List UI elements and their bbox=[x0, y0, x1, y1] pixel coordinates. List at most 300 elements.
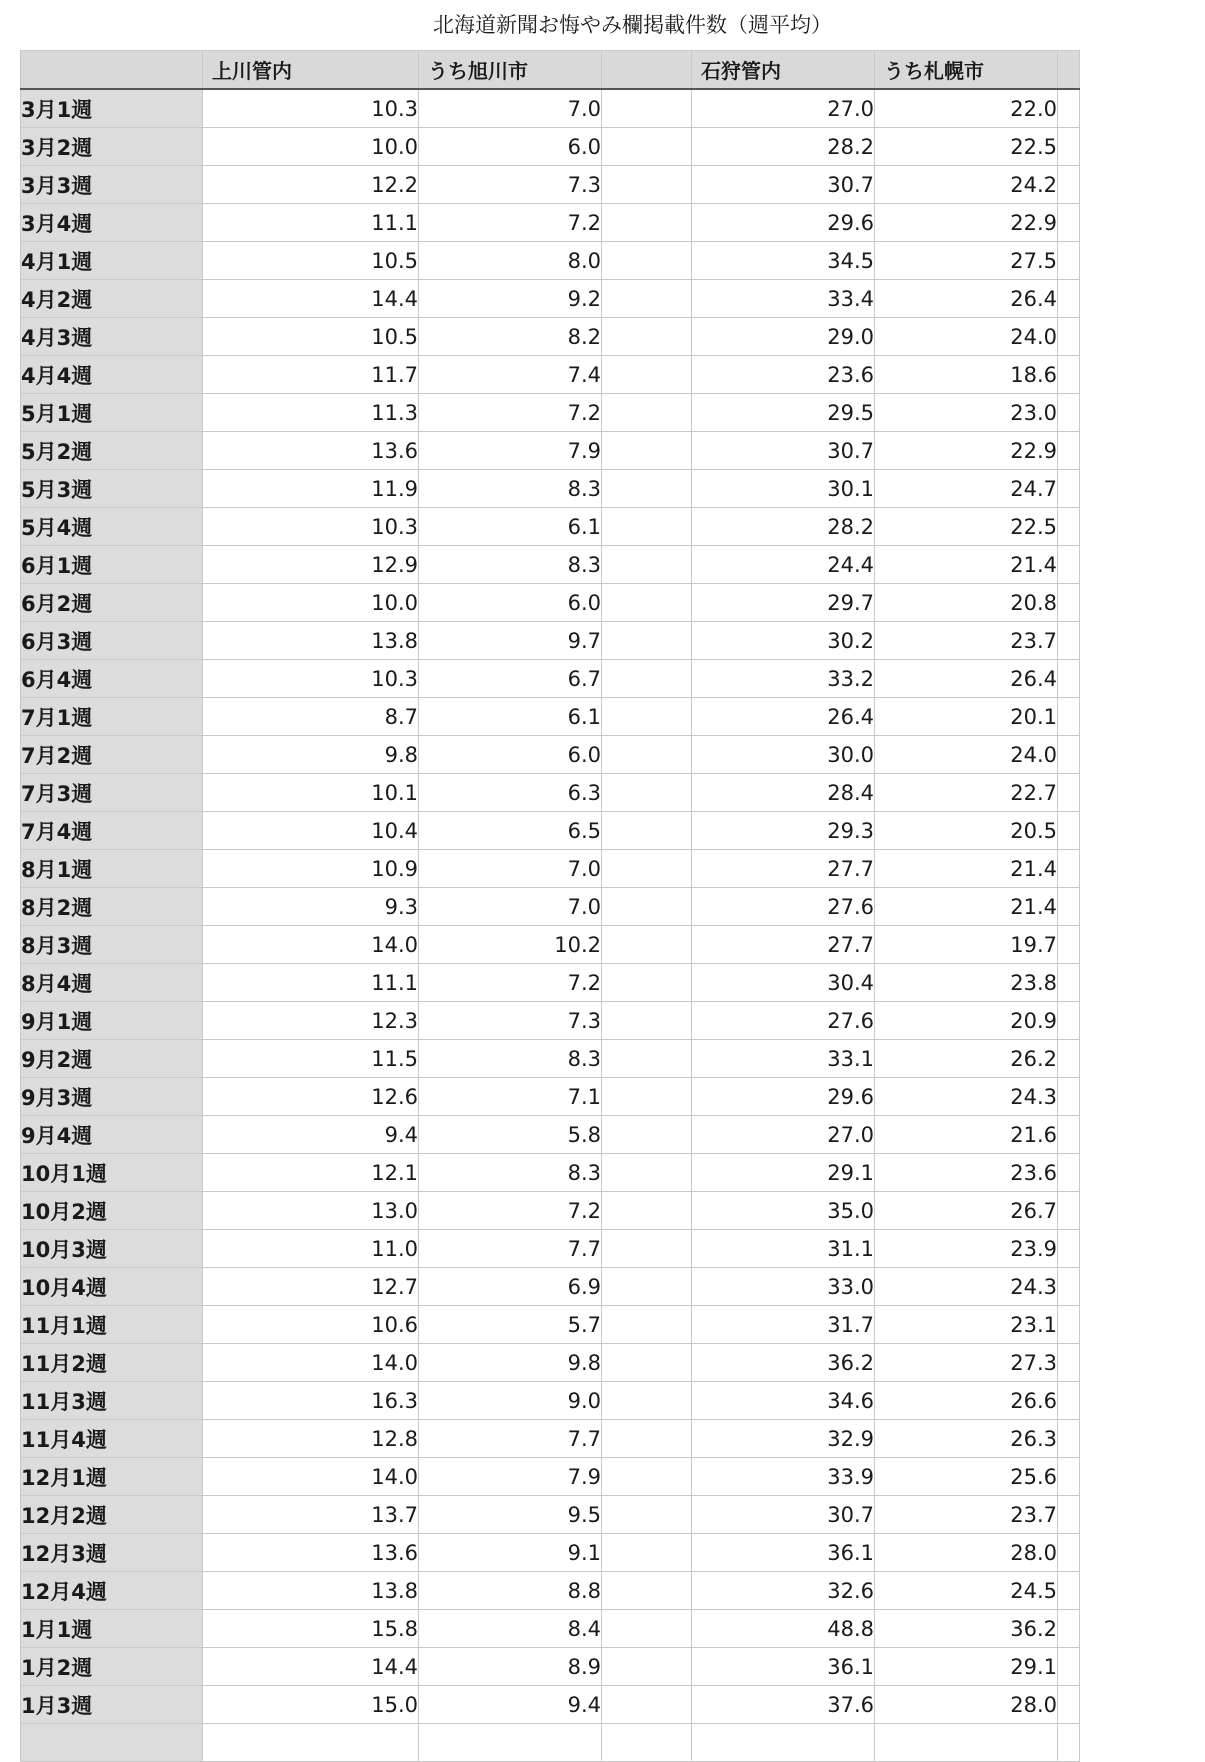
empty-cell[interactable] bbox=[602, 242, 692, 280]
kamikawa-cell[interactable]: 12.2 bbox=[203, 166, 419, 204]
row-label-cell[interactable]: 9月2週 bbox=[21, 1040, 203, 1078]
sapporo-cell[interactable]: 26.4 bbox=[875, 660, 1058, 698]
asahikawa-cell[interactable]: 8.3 bbox=[419, 470, 602, 508]
empty-cell[interactable] bbox=[602, 1610, 692, 1648]
sapporo-cell[interactable]: 26.3 bbox=[875, 1420, 1058, 1458]
sapporo-cell[interactable]: 20.8 bbox=[875, 584, 1058, 622]
sapporo-cell[interactable]: 22.7 bbox=[875, 774, 1058, 812]
row-label-cell[interactable]: 12月4週 bbox=[21, 1572, 203, 1610]
ishikari-cell[interactable]: 30.1 bbox=[692, 470, 875, 508]
kamikawa-cell[interactable]: 10.6 bbox=[203, 1306, 419, 1344]
empty-cell[interactable] bbox=[1058, 89, 1080, 128]
empty-cell[interactable] bbox=[203, 1724, 419, 1762]
row-label-cell[interactable]: 1月1週 bbox=[21, 1610, 203, 1648]
asahikawa-cell[interactable]: 7.0 bbox=[419, 89, 602, 128]
empty-cell[interactable] bbox=[1058, 204, 1080, 242]
kamikawa-cell[interactable]: 16.3 bbox=[203, 1382, 419, 1420]
ishikari-cell[interactable]: 27.0 bbox=[692, 89, 875, 128]
ishikari-cell[interactable]: 35.0 bbox=[692, 1192, 875, 1230]
asahikawa-cell[interactable]: 6.9 bbox=[419, 1268, 602, 1306]
ishikari-cell[interactable]: 27.6 bbox=[692, 888, 875, 926]
kamikawa-cell[interactable]: 10.1 bbox=[203, 774, 419, 812]
sapporo-cell[interactable]: 25.6 bbox=[875, 1458, 1058, 1496]
empty-cell[interactable] bbox=[602, 1724, 692, 1762]
asahikawa-cell[interactable]: 7.3 bbox=[419, 166, 602, 204]
asahikawa-cell[interactable]: 8.9 bbox=[419, 1648, 602, 1686]
row-label-cell[interactable]: 12月3週 bbox=[21, 1534, 203, 1572]
ishikari-cell[interactable]: 29.6 bbox=[692, 1078, 875, 1116]
empty-cell[interactable] bbox=[602, 1648, 692, 1686]
asahikawa-cell[interactable]: 8.8 bbox=[419, 1572, 602, 1610]
empty-cell[interactable] bbox=[602, 1382, 692, 1420]
empty-cell[interactable] bbox=[1058, 1230, 1080, 1268]
kamikawa-cell[interactable]: 11.0 bbox=[203, 1230, 419, 1268]
empty-cell[interactable] bbox=[1058, 584, 1080, 622]
asahikawa-cell[interactable]: 6.5 bbox=[419, 812, 602, 850]
row-label-cell[interactable]: 4月1週 bbox=[21, 242, 203, 280]
empty-cell[interactable] bbox=[1058, 242, 1080, 280]
sapporo-cell[interactable]: 20.9 bbox=[875, 1002, 1058, 1040]
empty-cell[interactable] bbox=[1058, 1306, 1080, 1344]
row-label-cell[interactable]: 12月2週 bbox=[21, 1496, 203, 1534]
asahikawa-cell[interactable]: 8.3 bbox=[419, 546, 602, 584]
kamikawa-cell[interactable]: 10.5 bbox=[203, 318, 419, 356]
kamikawa-cell[interactable]: 10.4 bbox=[203, 812, 419, 850]
empty-cell[interactable] bbox=[1058, 850, 1080, 888]
row-label-cell[interactable]: 9月4週 bbox=[21, 1116, 203, 1154]
kamikawa-cell[interactable]: 9.3 bbox=[203, 888, 419, 926]
row-label-cell[interactable]: 1月3週 bbox=[21, 1686, 203, 1724]
empty-cell[interactable] bbox=[602, 1192, 692, 1230]
kamikawa-cell[interactable]: 13.6 bbox=[203, 1534, 419, 1572]
ishikari-cell[interactable]: 26.4 bbox=[692, 698, 875, 736]
empty-cell[interactable] bbox=[419, 1724, 602, 1762]
kamikawa-cell[interactable]: 12.9 bbox=[203, 546, 419, 584]
empty-cell[interactable] bbox=[875, 1724, 1058, 1762]
kamikawa-cell[interactable]: 12.6 bbox=[203, 1078, 419, 1116]
empty-cell[interactable] bbox=[1058, 1154, 1080, 1192]
sapporo-cell[interactable]: 22.5 bbox=[875, 508, 1058, 546]
empty-cell[interactable] bbox=[602, 774, 692, 812]
kamikawa-cell[interactable]: 9.4 bbox=[203, 1116, 419, 1154]
asahikawa-cell[interactable]: 6.0 bbox=[419, 736, 602, 774]
ishikari-cell[interactable]: 24.4 bbox=[692, 546, 875, 584]
kamikawa-cell[interactable]: 12.7 bbox=[203, 1268, 419, 1306]
row-label-cell[interactable]: 4月2週 bbox=[21, 280, 203, 318]
empty-cell[interactable] bbox=[1058, 356, 1080, 394]
kamikawa-cell[interactable]: 10.0 bbox=[203, 584, 419, 622]
asahikawa-cell[interactable]: 7.7 bbox=[419, 1230, 602, 1268]
kamikawa-cell[interactable]: 11.3 bbox=[203, 394, 419, 432]
empty-cell[interactable] bbox=[1058, 318, 1080, 356]
sapporo-cell[interactable]: 22.9 bbox=[875, 204, 1058, 242]
ishikari-cell[interactable]: 34.5 bbox=[692, 242, 875, 280]
empty-cell[interactable] bbox=[602, 280, 692, 318]
empty-cell[interactable] bbox=[602, 1268, 692, 1306]
kamikawa-cell[interactable]: 10.3 bbox=[203, 660, 419, 698]
empty-cell[interactable] bbox=[1058, 888, 1080, 926]
ishikari-cell[interactable]: 31.7 bbox=[692, 1306, 875, 1344]
asahikawa-cell[interactable]: 9.4 bbox=[419, 1686, 602, 1724]
kamikawa-cell[interactable]: 10.0 bbox=[203, 128, 419, 166]
kamikawa-cell[interactable]: 12.3 bbox=[203, 1002, 419, 1040]
empty-cell[interactable] bbox=[602, 1496, 692, 1534]
empty-cell[interactable] bbox=[1058, 1648, 1080, 1686]
kamikawa-cell[interactable]: 12.1 bbox=[203, 1154, 419, 1192]
ishikari-cell[interactable]: 33.4 bbox=[692, 280, 875, 318]
kamikawa-cell[interactable]: 10.3 bbox=[203, 508, 419, 546]
empty-cell[interactable] bbox=[1058, 280, 1080, 318]
asahikawa-cell[interactable]: 7.2 bbox=[419, 394, 602, 432]
row-label-cell[interactable]: 11月1週 bbox=[21, 1306, 203, 1344]
column-header-extra[interactable] bbox=[1058, 51, 1080, 90]
kamikawa-cell[interactable]: 13.0 bbox=[203, 1192, 419, 1230]
asahikawa-cell[interactable]: 7.9 bbox=[419, 1458, 602, 1496]
sapporo-cell[interactable]: 26.4 bbox=[875, 280, 1058, 318]
ishikari-cell[interactable]: 34.6 bbox=[692, 1382, 875, 1420]
empty-cell[interactable] bbox=[602, 89, 692, 128]
asahikawa-cell[interactable]: 7.2 bbox=[419, 204, 602, 242]
ishikari-cell[interactable]: 27.6 bbox=[692, 1002, 875, 1040]
row-label-cell[interactable]: 5月4週 bbox=[21, 508, 203, 546]
kamikawa-cell[interactable]: 11.5 bbox=[203, 1040, 419, 1078]
ishikari-cell[interactable]: 29.5 bbox=[692, 394, 875, 432]
ishikari-cell[interactable]: 27.7 bbox=[692, 850, 875, 888]
empty-cell[interactable] bbox=[1058, 1116, 1080, 1154]
row-label-cell[interactable]: 3月3週 bbox=[21, 166, 203, 204]
row-label-cell[interactable]: 4月3週 bbox=[21, 318, 203, 356]
empty-cell[interactable] bbox=[602, 698, 692, 736]
row-label-cell[interactable]: 4月4週 bbox=[21, 356, 203, 394]
empty-cell[interactable] bbox=[1058, 698, 1080, 736]
empty-cell[interactable] bbox=[602, 660, 692, 698]
empty-cell[interactable] bbox=[602, 318, 692, 356]
kamikawa-cell[interactable]: 10.3 bbox=[203, 89, 419, 128]
sapporo-cell[interactable]: 20.1 bbox=[875, 698, 1058, 736]
sapporo-cell[interactable]: 27.3 bbox=[875, 1344, 1058, 1382]
empty-cell[interactable] bbox=[602, 394, 692, 432]
ishikari-cell[interactable]: 32.9 bbox=[692, 1420, 875, 1458]
row-label-cell[interactable]: 5月2週 bbox=[21, 432, 203, 470]
empty-cell[interactable] bbox=[602, 926, 692, 964]
empty-cell[interactable] bbox=[1058, 622, 1080, 660]
empty-cell[interactable] bbox=[602, 622, 692, 660]
ishikari-cell[interactable]: 30.7 bbox=[692, 1496, 875, 1534]
ishikari-cell[interactable]: 30.4 bbox=[692, 964, 875, 1002]
asahikawa-cell[interactable]: 7.0 bbox=[419, 888, 602, 926]
sapporo-cell[interactable]: 23.7 bbox=[875, 622, 1058, 660]
sapporo-cell[interactable]: 21.4 bbox=[875, 546, 1058, 584]
kamikawa-cell[interactable]: 11.1 bbox=[203, 204, 419, 242]
empty-cell[interactable] bbox=[602, 1040, 692, 1078]
row-label-cell[interactable]: 7月3週 bbox=[21, 774, 203, 812]
empty-cell[interactable] bbox=[692, 1724, 875, 1762]
row-label-cell[interactable]: 11月4週 bbox=[21, 1420, 203, 1458]
empty-cell[interactable] bbox=[602, 1002, 692, 1040]
ishikari-cell[interactable]: 23.6 bbox=[692, 356, 875, 394]
empty-cell[interactable] bbox=[602, 1572, 692, 1610]
empty-cell[interactable] bbox=[602, 1230, 692, 1268]
ishikari-cell[interactable]: 29.3 bbox=[692, 812, 875, 850]
kamikawa-cell[interactable]: 15.8 bbox=[203, 1610, 419, 1648]
empty-cell[interactable] bbox=[602, 1420, 692, 1458]
asahikawa-cell[interactable]: 9.1 bbox=[419, 1534, 602, 1572]
empty-cell[interactable] bbox=[602, 1306, 692, 1344]
sapporo-cell[interactable]: 26.7 bbox=[875, 1192, 1058, 1230]
kamikawa-cell[interactable]: 13.8 bbox=[203, 622, 419, 660]
empty-cell[interactable] bbox=[602, 736, 692, 774]
asahikawa-cell[interactable]: 8.4 bbox=[419, 1610, 602, 1648]
empty-cell[interactable] bbox=[1058, 660, 1080, 698]
empty-cell[interactable] bbox=[1058, 166, 1080, 204]
asahikawa-cell[interactable]: 6.3 bbox=[419, 774, 602, 812]
empty-cell[interactable] bbox=[602, 432, 692, 470]
asahikawa-cell[interactable]: 5.8 bbox=[419, 1116, 602, 1154]
row-label-cell[interactable]: 8月1週 bbox=[21, 850, 203, 888]
row-label-cell[interactable]: 3月2週 bbox=[21, 128, 203, 166]
ishikari-cell[interactable]: 28.4 bbox=[692, 774, 875, 812]
sapporo-cell[interactable]: 22.5 bbox=[875, 128, 1058, 166]
kamikawa-cell[interactable]: 14.0 bbox=[203, 926, 419, 964]
empty-cell[interactable] bbox=[602, 1344, 692, 1382]
row-label-cell[interactable]: 5月3週 bbox=[21, 470, 203, 508]
column-header-asahikawa[interactable]: うち旭川市 bbox=[419, 51, 602, 90]
asahikawa-cell[interactable]: 10.2 bbox=[419, 926, 602, 964]
sapporo-cell[interactable]: 26.2 bbox=[875, 1040, 1058, 1078]
row-label-cell[interactable]: 9月1週 bbox=[21, 1002, 203, 1040]
empty-cell[interactable] bbox=[1058, 736, 1080, 774]
asahikawa-cell[interactable]: 6.0 bbox=[419, 128, 602, 166]
kamikawa-cell[interactable]: 8.7 bbox=[203, 698, 419, 736]
empty-cell[interactable] bbox=[1058, 1610, 1080, 1648]
row-label-cell[interactable]: 6月2週 bbox=[21, 584, 203, 622]
asahikawa-cell[interactable]: 6.7 bbox=[419, 660, 602, 698]
empty-cell[interactable] bbox=[1058, 128, 1080, 166]
empty-cell[interactable] bbox=[602, 356, 692, 394]
empty-cell[interactable] bbox=[602, 1686, 692, 1724]
column-header-empty[interactable] bbox=[602, 51, 692, 90]
asahikawa-cell[interactable]: 7.7 bbox=[419, 1420, 602, 1458]
ishikari-cell[interactable]: 30.2 bbox=[692, 622, 875, 660]
sapporo-cell[interactable]: 23.0 bbox=[875, 394, 1058, 432]
ishikari-cell[interactable]: 28.2 bbox=[692, 128, 875, 166]
empty-cell[interactable] bbox=[1058, 1344, 1080, 1382]
empty-cell[interactable] bbox=[602, 1078, 692, 1116]
column-header-kamikawa[interactable]: 上川管内 bbox=[203, 51, 419, 90]
row-label-cell[interactable]: 6月4週 bbox=[21, 660, 203, 698]
ishikari-cell[interactable]: 48.8 bbox=[692, 1610, 875, 1648]
sapporo-cell[interactable]: 28.0 bbox=[875, 1686, 1058, 1724]
sapporo-cell[interactable]: 23.6 bbox=[875, 1154, 1058, 1192]
ishikari-cell[interactable]: 30.7 bbox=[692, 432, 875, 470]
sapporo-cell[interactable]: 24.5 bbox=[875, 1572, 1058, 1610]
sapporo-cell[interactable]: 24.0 bbox=[875, 318, 1058, 356]
row-label-cell[interactable] bbox=[21, 1724, 203, 1762]
ishikari-cell[interactable]: 27.0 bbox=[692, 1116, 875, 1154]
empty-cell[interactable] bbox=[602, 1458, 692, 1496]
empty-cell[interactable] bbox=[1058, 1686, 1080, 1724]
empty-cell[interactable] bbox=[1058, 470, 1080, 508]
row-label-cell[interactable]: 10月1週 bbox=[21, 1154, 203, 1192]
sapporo-cell[interactable]: 28.0 bbox=[875, 1534, 1058, 1572]
sapporo-cell[interactable]: 21.6 bbox=[875, 1116, 1058, 1154]
kamikawa-cell[interactable]: 14.0 bbox=[203, 1344, 419, 1382]
ishikari-cell[interactable]: 33.1 bbox=[692, 1040, 875, 1078]
empty-cell[interactable] bbox=[1058, 1040, 1080, 1078]
asahikawa-cell[interactable]: 7.0 bbox=[419, 850, 602, 888]
row-label-cell[interactable]: 3月4週 bbox=[21, 204, 203, 242]
row-label-cell[interactable]: 8月3週 bbox=[21, 926, 203, 964]
ishikari-cell[interactable]: 31.1 bbox=[692, 1230, 875, 1268]
empty-cell[interactable] bbox=[602, 166, 692, 204]
sapporo-cell[interactable]: 22.0 bbox=[875, 89, 1058, 128]
empty-cell[interactable] bbox=[1058, 1496, 1080, 1534]
row-label-cell[interactable]: 7月1週 bbox=[21, 698, 203, 736]
row-label-cell[interactable]: 11月3週 bbox=[21, 1382, 203, 1420]
row-label-cell[interactable]: 10月3週 bbox=[21, 1230, 203, 1268]
asahikawa-cell[interactable]: 7.1 bbox=[419, 1078, 602, 1116]
row-label-cell[interactable]: 10月4週 bbox=[21, 1268, 203, 1306]
empty-cell[interactable] bbox=[1058, 1002, 1080, 1040]
asahikawa-cell[interactable]: 7.2 bbox=[419, 1192, 602, 1230]
row-label-cell[interactable]: 7月4週 bbox=[21, 812, 203, 850]
ishikari-cell[interactable]: 30.0 bbox=[692, 736, 875, 774]
ishikari-cell[interactable]: 29.1 bbox=[692, 1154, 875, 1192]
empty-cell[interactable] bbox=[602, 546, 692, 584]
row-label-cell[interactable]: 9月3週 bbox=[21, 1078, 203, 1116]
row-label-cell[interactable]: 12月1週 bbox=[21, 1458, 203, 1496]
sapporo-cell[interactable]: 24.3 bbox=[875, 1078, 1058, 1116]
kamikawa-cell[interactable]: 14.4 bbox=[203, 280, 419, 318]
sapporo-cell[interactable]: 26.6 bbox=[875, 1382, 1058, 1420]
sapporo-cell[interactable]: 23.1 bbox=[875, 1306, 1058, 1344]
empty-cell[interactable] bbox=[602, 508, 692, 546]
sapporo-cell[interactable]: 29.1 bbox=[875, 1648, 1058, 1686]
asahikawa-cell[interactable]: 7.3 bbox=[419, 1002, 602, 1040]
asahikawa-cell[interactable]: 8.2 bbox=[419, 318, 602, 356]
kamikawa-cell[interactable]: 11.7 bbox=[203, 356, 419, 394]
sapporo-cell[interactable]: 20.5 bbox=[875, 812, 1058, 850]
ishikari-cell[interactable]: 36.2 bbox=[692, 1344, 875, 1382]
sapporo-cell[interactable]: 27.5 bbox=[875, 242, 1058, 280]
kamikawa-cell[interactable]: 15.0 bbox=[203, 1686, 419, 1724]
asahikawa-cell[interactable]: 9.7 bbox=[419, 622, 602, 660]
kamikawa-cell[interactable]: 12.8 bbox=[203, 1420, 419, 1458]
ishikari-cell[interactable]: 36.1 bbox=[692, 1648, 875, 1686]
asahikawa-cell[interactable]: 8.3 bbox=[419, 1040, 602, 1078]
empty-cell[interactable] bbox=[1058, 394, 1080, 432]
ishikari-cell[interactable]: 33.0 bbox=[692, 1268, 875, 1306]
ishikari-cell[interactable]: 36.1 bbox=[692, 1534, 875, 1572]
empty-cell[interactable] bbox=[1058, 1420, 1080, 1458]
asahikawa-cell[interactable]: 9.8 bbox=[419, 1344, 602, 1382]
empty-cell[interactable] bbox=[602, 812, 692, 850]
kamikawa-cell[interactable]: 14.4 bbox=[203, 1648, 419, 1686]
empty-cell[interactable] bbox=[1058, 1268, 1080, 1306]
kamikawa-cell[interactable]: 9.8 bbox=[203, 736, 419, 774]
empty-cell[interactable] bbox=[1058, 926, 1080, 964]
empty-cell[interactable] bbox=[602, 850, 692, 888]
asahikawa-cell[interactable]: 8.0 bbox=[419, 242, 602, 280]
asahikawa-cell[interactable]: 9.2 bbox=[419, 280, 602, 318]
sapporo-cell[interactable]: 24.3 bbox=[875, 1268, 1058, 1306]
empty-cell[interactable] bbox=[1058, 1534, 1080, 1572]
sapporo-cell[interactable]: 19.7 bbox=[875, 926, 1058, 964]
empty-cell[interactable] bbox=[602, 1534, 692, 1572]
column-header-sapporo[interactable]: うち札幌市 bbox=[875, 51, 1058, 90]
asahikawa-cell[interactable]: 7.2 bbox=[419, 964, 602, 1002]
sapporo-cell[interactable]: 23.7 bbox=[875, 1496, 1058, 1534]
row-label-cell[interactable]: 6月1週 bbox=[21, 546, 203, 584]
empty-cell[interactable] bbox=[1058, 508, 1080, 546]
empty-cell[interactable] bbox=[1058, 1192, 1080, 1230]
row-label-cell[interactable]: 11月2週 bbox=[21, 1344, 203, 1382]
row-label-cell[interactable]: 10月2週 bbox=[21, 1192, 203, 1230]
ishikari-cell[interactable]: 29.0 bbox=[692, 318, 875, 356]
sapporo-cell[interactable]: 18.6 bbox=[875, 356, 1058, 394]
column-header-ishikari[interactable]: 石狩管内 bbox=[692, 51, 875, 90]
empty-cell[interactable] bbox=[602, 204, 692, 242]
row-label-cell[interactable]: 1月2週 bbox=[21, 1648, 203, 1686]
empty-cell[interactable] bbox=[602, 1116, 692, 1154]
row-label-cell[interactable]: 6月3週 bbox=[21, 622, 203, 660]
kamikawa-cell[interactable]: 13.6 bbox=[203, 432, 419, 470]
empty-cell[interactable] bbox=[602, 888, 692, 926]
asahikawa-cell[interactable]: 9.5 bbox=[419, 1496, 602, 1534]
asahikawa-cell[interactable]: 6.1 bbox=[419, 508, 602, 546]
asahikawa-cell[interactable]: 9.0 bbox=[419, 1382, 602, 1420]
sapporo-cell[interactable]: 36.2 bbox=[875, 1610, 1058, 1648]
asahikawa-cell[interactable]: 7.4 bbox=[419, 356, 602, 394]
asahikawa-cell[interactable]: 6.0 bbox=[419, 584, 602, 622]
empty-cell[interactable] bbox=[602, 1154, 692, 1192]
sapporo-cell[interactable]: 21.4 bbox=[875, 850, 1058, 888]
empty-cell[interactable] bbox=[1058, 432, 1080, 470]
ishikari-cell[interactable]: 33.9 bbox=[692, 1458, 875, 1496]
ishikari-cell[interactable]: 33.2 bbox=[692, 660, 875, 698]
row-label-cell[interactable]: 5月1週 bbox=[21, 394, 203, 432]
row-label-cell[interactable]: 8月4週 bbox=[21, 964, 203, 1002]
ishikari-cell[interactable]: 29.6 bbox=[692, 204, 875, 242]
asahikawa-cell[interactable]: 7.9 bbox=[419, 432, 602, 470]
ishikari-cell[interactable]: 27.7 bbox=[692, 926, 875, 964]
sapporo-cell[interactable]: 24.7 bbox=[875, 470, 1058, 508]
empty-cell[interactable] bbox=[1058, 1724, 1080, 1762]
sapporo-cell[interactable]: 22.9 bbox=[875, 432, 1058, 470]
empty-cell[interactable] bbox=[1058, 1458, 1080, 1496]
empty-cell[interactable] bbox=[1058, 812, 1080, 850]
empty-cell[interactable] bbox=[1058, 1572, 1080, 1610]
kamikawa-cell[interactable]: 14.0 bbox=[203, 1458, 419, 1496]
kamikawa-cell[interactable]: 13.8 bbox=[203, 1572, 419, 1610]
empty-cell[interactable] bbox=[1058, 1078, 1080, 1116]
ishikari-cell[interactable]: 37.6 bbox=[692, 1686, 875, 1724]
empty-cell[interactable] bbox=[602, 128, 692, 166]
empty-cell[interactable] bbox=[602, 584, 692, 622]
ishikari-cell[interactable]: 32.6 bbox=[692, 1572, 875, 1610]
ishikari-cell[interactable]: 29.7 bbox=[692, 584, 875, 622]
sapporo-cell[interactable]: 24.0 bbox=[875, 736, 1058, 774]
ishikari-cell[interactable]: 30.7 bbox=[692, 166, 875, 204]
sapporo-cell[interactable]: 23.9 bbox=[875, 1230, 1058, 1268]
sapporo-cell[interactable]: 24.2 bbox=[875, 166, 1058, 204]
empty-cell[interactable] bbox=[1058, 774, 1080, 812]
row-label-cell[interactable]: 7月2週 bbox=[21, 736, 203, 774]
empty-cell[interactable] bbox=[1058, 1382, 1080, 1420]
kamikawa-cell[interactable]: 10.5 bbox=[203, 242, 419, 280]
kamikawa-cell[interactable]: 11.9 bbox=[203, 470, 419, 508]
kamikawa-cell[interactable]: 13.7 bbox=[203, 1496, 419, 1534]
